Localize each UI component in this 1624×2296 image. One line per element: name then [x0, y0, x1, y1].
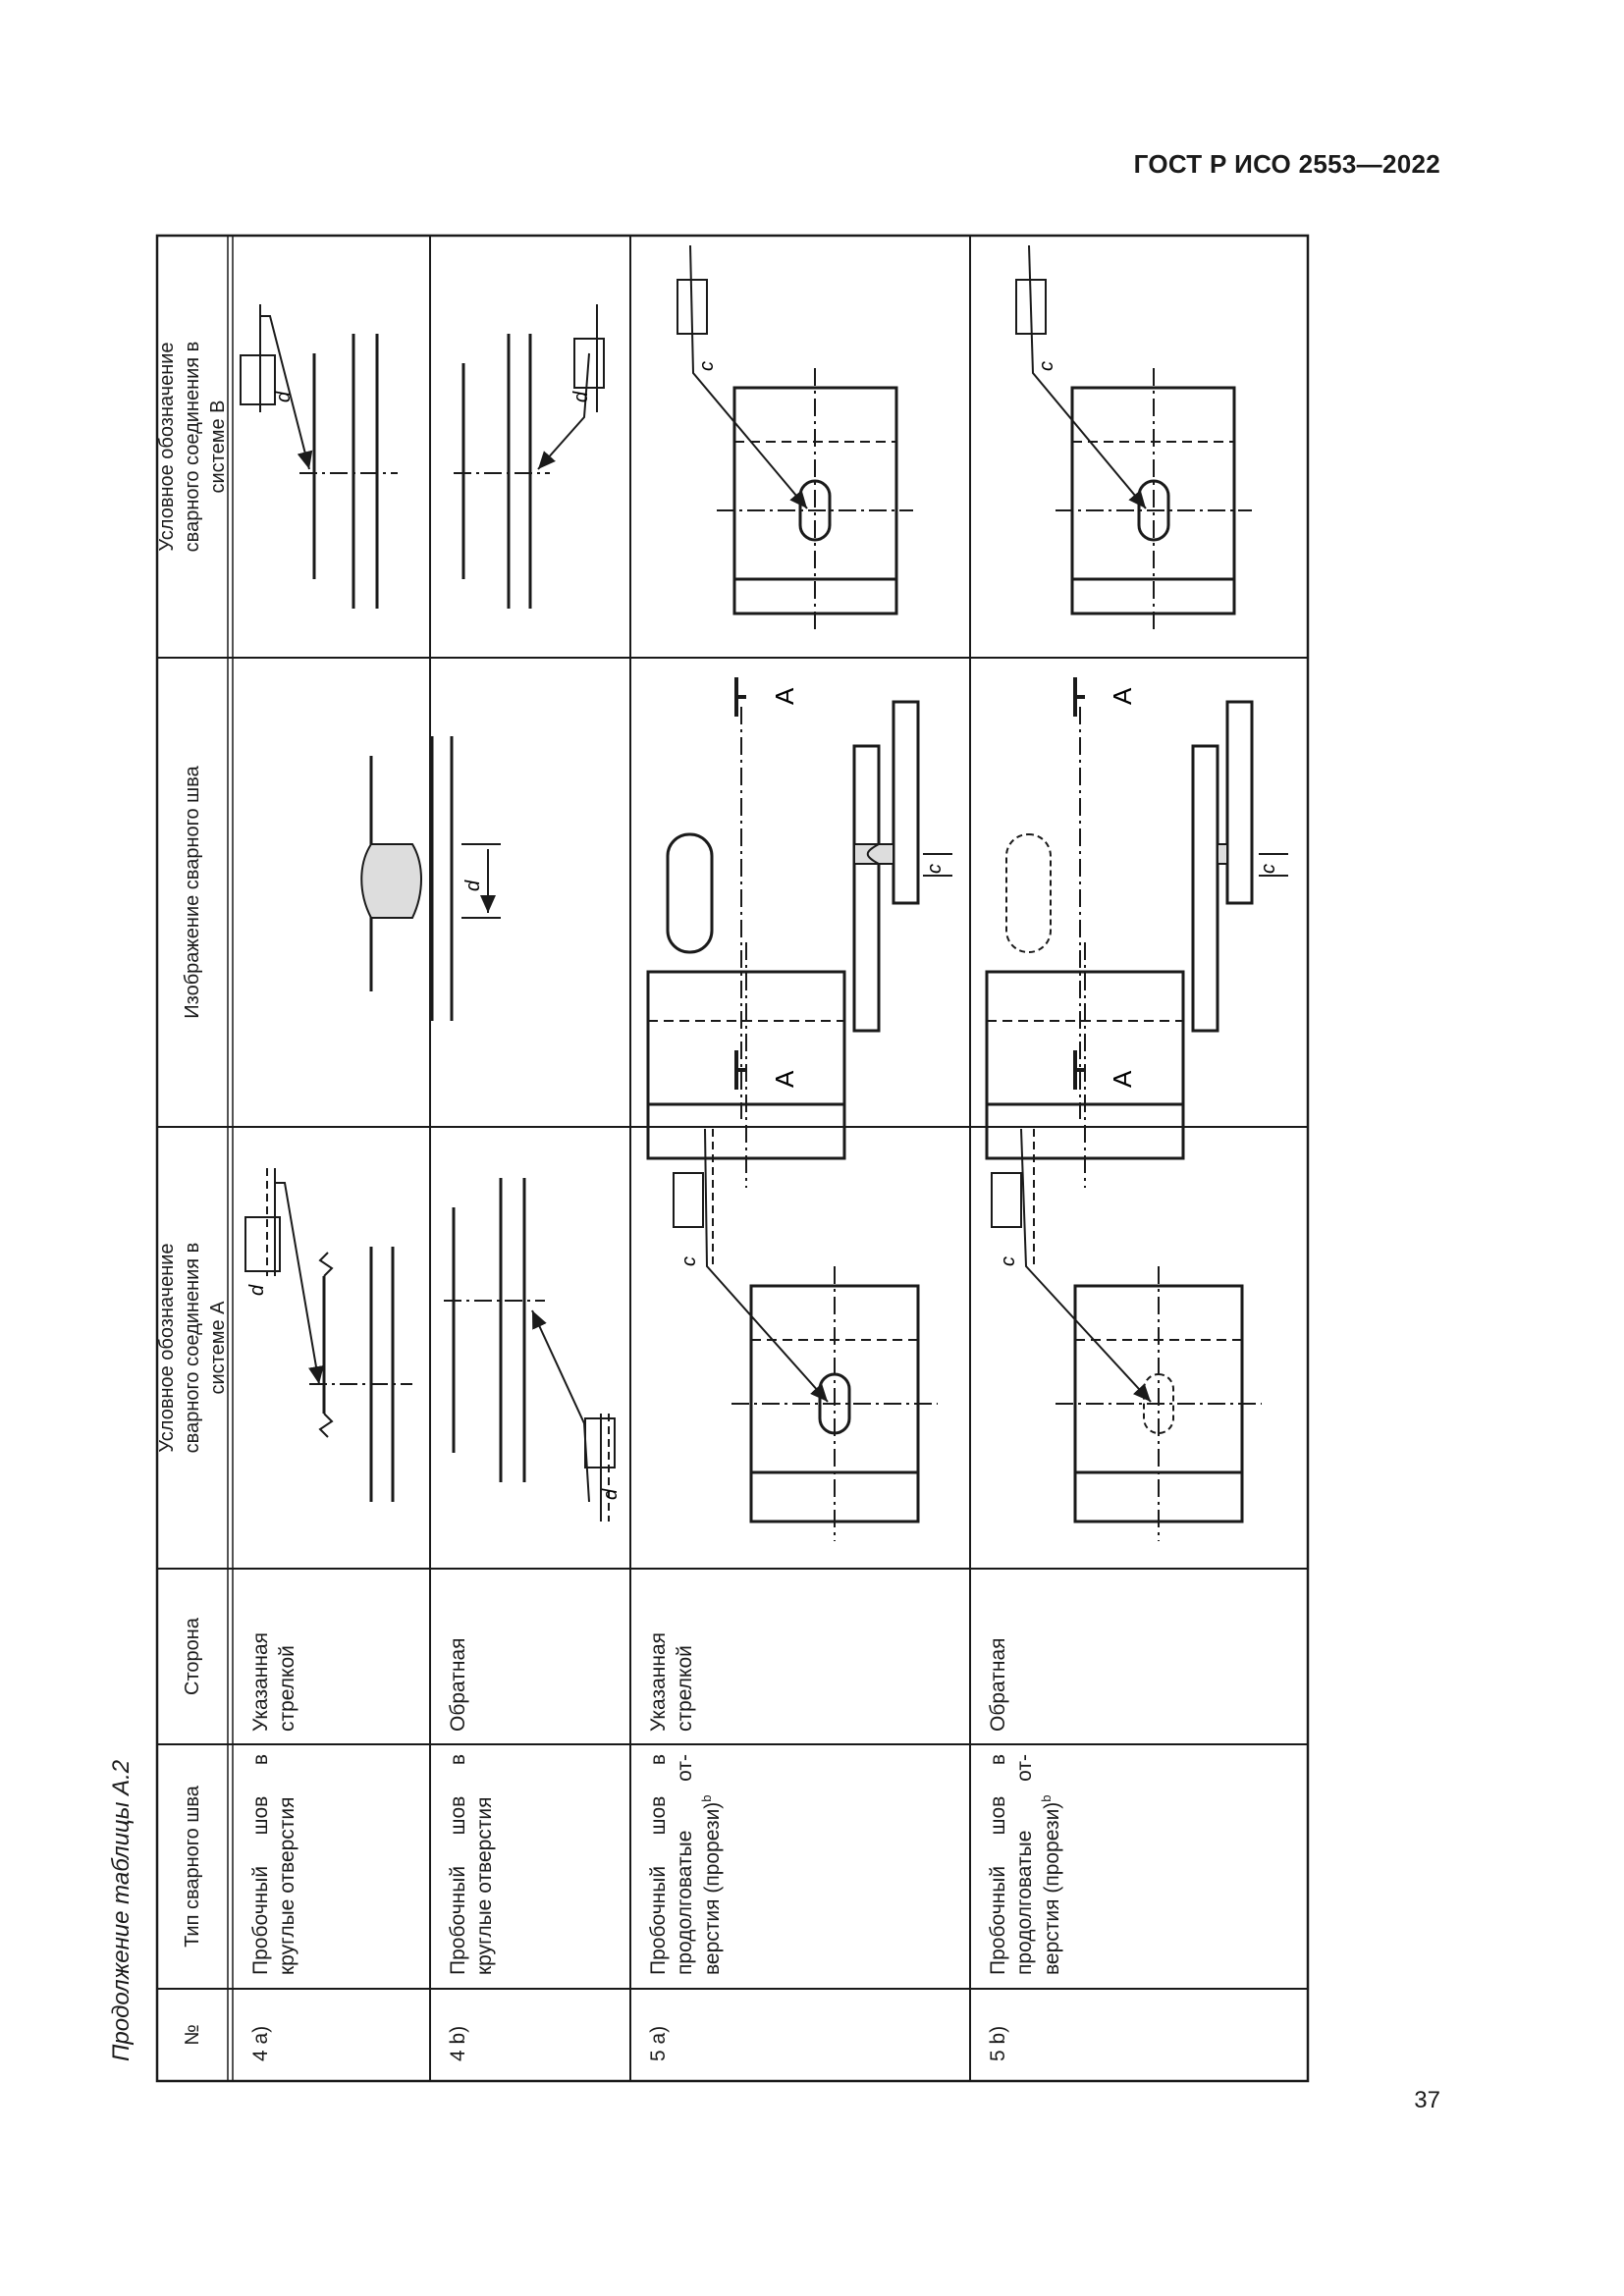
label-5b-a-c: c: [998, 1256, 1019, 1266]
row-5a-number: 5 a): [647, 2025, 670, 2061]
drawing-4a-system-b: [241, 304, 398, 609]
label-5b-img-c: c: [1258, 864, 1279, 874]
label-5b-section-a-2: A: [1108, 687, 1137, 705]
row-4a-side: Указанная стрелкой: [249, 1631, 299, 1732]
label-5b-b-c: c: [1036, 361, 1057, 371]
label-5b-section-a-1: A: [1108, 1070, 1137, 1088]
row-5b-number: 5 b): [987, 2025, 1009, 2061]
row-4b-number: 4 b): [447, 2025, 469, 2061]
drawing-5a-system-a: [674, 1129, 938, 1541]
row-4a-number: 4 a): [249, 2025, 272, 2061]
row-4b-type: Пробочный шов в круглые отверстия: [447, 1754, 497, 1975]
label-5a-section-a-1: A: [770, 1070, 799, 1088]
label-4b-a-d: d: [600, 1488, 622, 1500]
drawing-4b-system-a: [444, 1178, 615, 1522]
drawing-5b-weld-image: [987, 702, 1288, 1188]
label-5a-a-c: c: [678, 1256, 700, 1266]
row-5a-side: Указанная стрелкой: [647, 1631, 697, 1732]
drawing-5b-system-a: [992, 1129, 1262, 1541]
label-5a-section-a-2: A: [770, 687, 799, 705]
column-header-weld-image: Изображение сварного шва: [182, 766, 203, 1019]
row-5a-footnote: b: [698, 1794, 714, 1802]
page-number: 37: [1414, 2087, 1440, 2113]
page-header: ГОСТ Р ИСО 2553—2022: [1133, 149, 1440, 179]
label-5a-img-c: c: [924, 864, 946, 874]
column-header-system-a: Условное обозначение сварного соединения в системе А: [156, 1242, 229, 1454]
row-5b-type-text: Пробочный шов в продолговатые от-верстия (прорези): [987, 1754, 1063, 1975]
row-4a-type: Пробочный шов в круглые отверстия: [249, 1754, 299, 1975]
row-5b-footnote: b: [1038, 1794, 1054, 1802]
column-header-side: Сторона: [182, 1618, 203, 1695]
label-4-img-d: d: [462, 880, 484, 891]
label-4a-b-d: d: [273, 391, 295, 402]
drawing-4-weld-image: [361, 736, 501, 1021]
label-4a-a-d: d: [246, 1284, 268, 1296]
row-4b-side: Обратная: [447, 1637, 469, 1732]
drawing-5a-system-b: [677, 245, 913, 633]
label-4b-b-d: d: [570, 391, 592, 402]
column-header-number: №: [182, 2024, 203, 2046]
row-5b-side: Обратная: [987, 1637, 1009, 1732]
column-header-system-b: Условное обозначение сварного соединения в системе В: [156, 341, 229, 553]
label-5a-b-c: c: [696, 361, 718, 371]
column-header-weld-type: Тип сварного шва: [182, 1786, 203, 1948]
drawing-5a-weld-image: [648, 702, 952, 1188]
table-caption: Продолжение таблицы А.2: [108, 1759, 135, 2061]
drawing-4b-system-b: [454, 304, 604, 609]
drawing-5b-system-b: [1016, 245, 1252, 633]
row-5a-type-text: Пробочный шов в продолговатые от-верстия (прорези): [647, 1754, 724, 1975]
drawing-4a-system-a: [245, 1168, 412, 1502]
